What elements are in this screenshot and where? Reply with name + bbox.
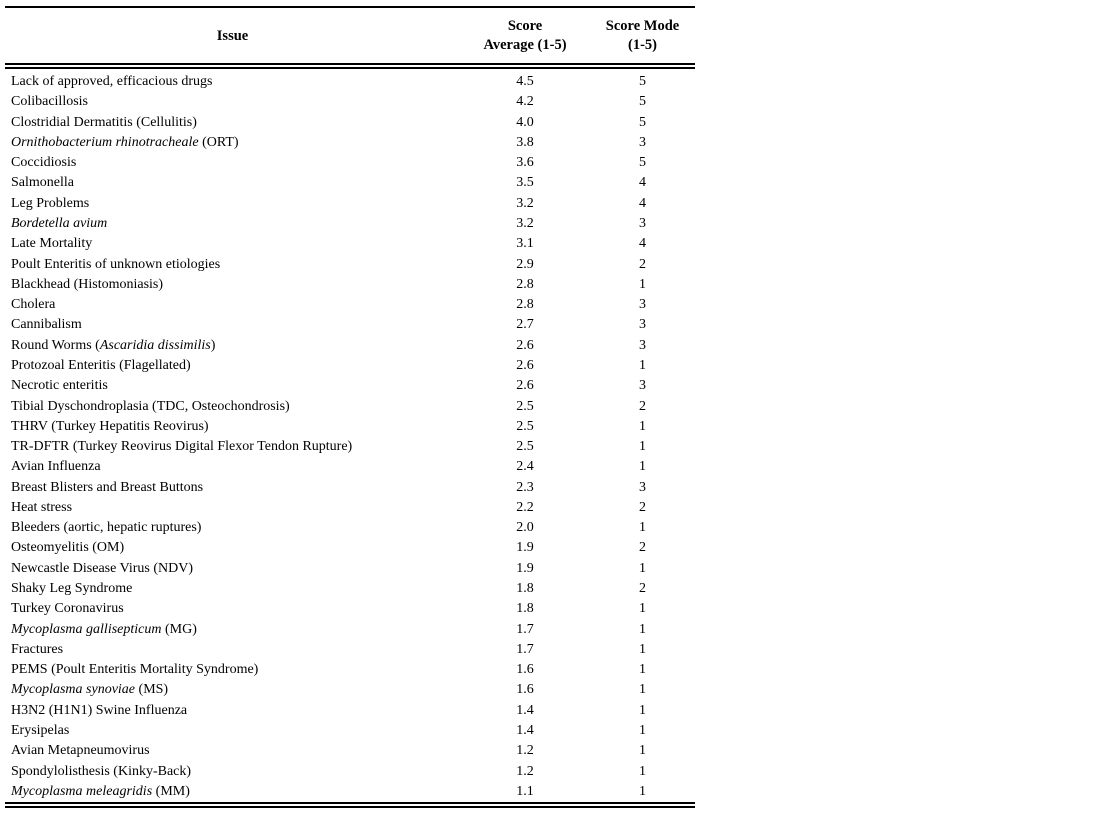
- score-average-cell: 4.0: [516, 114, 534, 130]
- issue-text-pre: Heat stress: [11, 499, 73, 515]
- issue-text-pre: Lack of approved, efficacious drugs: [11, 74, 213, 89]
- score-mode-cell: 1: [639, 520, 646, 536]
- score-mode-cell: 1: [639, 418, 646, 434]
- issue-text-pre: Fractures: [11, 641, 64, 657]
- score-average-header-line1: Score: [507, 18, 543, 34]
- score-average-cell: 3.8: [516, 134, 534, 150]
- issue-text-pre: Cannibalism: [11, 317, 82, 333]
- score-average-cell: 2.6: [516, 337, 534, 353]
- issue-text-italic: Mycoplasma meleagridis: [11, 783, 153, 799]
- table-row: [5, 113, 695, 133]
- score-average-cell: 2.0: [516, 520, 534, 536]
- score-mode-header-line2: (1-5): [628, 37, 657, 53]
- issue-cell: [5, 356, 460, 376]
- score-average-cell: 2.5: [516, 418, 534, 434]
- table-row: [5, 356, 695, 376]
- table-row: [5, 478, 695, 498]
- issue-text-italic: Bordetella avium: [11, 215, 108, 231]
- score-mode-cell: 2: [639, 499, 646, 515]
- score-mode-cell: 3: [639, 317, 646, 333]
- table-row: [5, 559, 695, 579]
- table-row: [5, 194, 695, 214]
- issue-text-pre: TR-DFTR (Turkey Reovirus Digital Flexor Tendon Rupture): [11, 439, 353, 455]
- score-average-cell: 2.5: [516, 398, 534, 414]
- issue-cell: [5, 376, 460, 396]
- table-row: [5, 721, 695, 741]
- table-row: [5, 376, 695, 396]
- table-row: [5, 538, 695, 558]
- issue-text-pre: Salmonella: [11, 175, 74, 191]
- table-row: [5, 133, 695, 153]
- table-row: [5, 741, 695, 761]
- issue-text-pre: Leg Problems: [11, 195, 90, 211]
- issue-text-post: (MM): [152, 783, 190, 799]
- score-average-cell: 1.7: [516, 641, 534, 657]
- table-row: [5, 498, 695, 518]
- issue-text-pre: Erysipelas: [11, 723, 70, 738]
- score-mode-cell: 4: [639, 195, 646, 211]
- issue-cell: [5, 741, 460, 761]
- score-average-cell: 1.4: [516, 723, 534, 738]
- score-average-cell: 1.6: [516, 682, 534, 698]
- score-mode-cell: 1: [639, 357, 646, 373]
- issue-text-pre: Colibacillosis: [11, 94, 88, 110]
- table-row: [5, 640, 695, 660]
- score-mode-cell: 5: [639, 114, 646, 130]
- issue-text-pre: Bleeders (aortic, hepatic ruptures): [11, 520, 202, 536]
- issue-text-pre: Poult Enteritis of unknown etiologies: [11, 256, 221, 272]
- table-body: [5, 66, 695, 805]
- header-row: [5, 7, 695, 66]
- score-mode-cell: 1: [639, 783, 646, 799]
- table-header: [5, 7, 695, 66]
- issue-text-post: (MS): [135, 682, 169, 698]
- score-mode-cell: 1: [639, 560, 646, 576]
- issue-text-pre: Necrotic enteritis: [11, 378, 108, 394]
- score-average-cell: 2.3: [516, 479, 534, 495]
- issue-text-pre: Late Mortality: [11, 236, 93, 252]
- issue-text-italic: Ascaridia dissimilis: [99, 337, 211, 353]
- issue-text-pre: Protozoal Enteritis (Flagellated): [11, 357, 191, 373]
- table-row: [5, 437, 695, 457]
- issue-text-post: (ORT): [198, 134, 239, 150]
- issue-text-italic: Ornithobacterium rhinotracheale: [11, 134, 199, 150]
- issue-text-pre: PEMS (Poult Enteritis Mortality Syndrome): [11, 662, 259, 678]
- table-row: [5, 620, 695, 640]
- issue-cell: [5, 782, 460, 805]
- score-average-cell: 1.2: [516, 763, 534, 779]
- score-average-cell: 1.6: [516, 662, 534, 678]
- issue-cell: [5, 173, 460, 193]
- score-mode-cell: 2: [639, 398, 646, 414]
- table-row: [5, 518, 695, 538]
- issue-cell: [5, 113, 460, 133]
- issue-cell: [5, 640, 460, 660]
- score-average-cell: 2.7: [516, 317, 534, 333]
- score-average-cell: 2.9: [516, 256, 534, 272]
- score-average-header-line2: Average (1-5): [483, 37, 567, 53]
- issue-text-pre: Turkey Coronavirus: [11, 601, 124, 617]
- score-mode-cell: 2: [639, 256, 646, 272]
- score-average-cell: 2.6: [516, 357, 534, 373]
- issue-cell: [5, 518, 460, 538]
- issue-cell: [5, 762, 460, 782]
- issue-text-pre: THRV (Turkey Hepatitis Reovirus): [11, 418, 209, 434]
- score-average-cell: 1.8: [516, 601, 534, 617]
- issue-text-pre: Osteomyelitis (OM): [11, 540, 125, 556]
- table-row: [5, 153, 695, 173]
- issue-text-pre: Tibial Dyschondroplasia (TDC, Osteochondrosis): [11, 398, 290, 414]
- issue-cell: [5, 559, 460, 579]
- issue-text-italic: Mycoplasma synoviae: [11, 682, 136, 698]
- score-mode-cell: 3: [639, 215, 646, 231]
- issue-text-pre: H3N2 (H1N1) Swine Influenza: [11, 702, 188, 718]
- issue-text-italic: Mycoplasma gallisepticum: [11, 621, 162, 637]
- score-mode-cell: 3: [639, 297, 646, 313]
- issue-cell: [5, 701, 460, 721]
- issue-text-pre: Breast Blisters and Breast Buttons: [11, 479, 204, 495]
- score-average-cell: 3.2: [516, 215, 534, 231]
- issue-cell: [5, 397, 460, 417]
- issue-cell: [5, 599, 460, 619]
- score-average-cell: 1.7: [516, 621, 534, 637]
- issue-cell: [5, 579, 460, 599]
- score-mode-cell: 5: [639, 74, 646, 89]
- issue-text-pre: Shaky Leg Syndrome: [11, 581, 133, 597]
- score-mode-cell: 2: [639, 540, 646, 556]
- issue-cell: [5, 437, 460, 457]
- issue-cell: [5, 336, 460, 356]
- table-row: [5, 275, 695, 295]
- issue-cell: [5, 133, 460, 153]
- score-average-cell: 3.5: [516, 175, 534, 191]
- table-row: [5, 660, 695, 680]
- score-average-cell: 2.8: [516, 297, 534, 313]
- issue-cell: [5, 275, 460, 295]
- score-average-cell: 1.9: [516, 540, 534, 556]
- table-row: [5, 214, 695, 234]
- score-average-cell: 1.4: [516, 702, 534, 718]
- score-average-cell: 2.5: [516, 439, 534, 455]
- score-average-cell: 2.4: [516, 459, 534, 475]
- issue-cell: [5, 92, 460, 112]
- score-average-cell: 2.2: [516, 499, 534, 515]
- score-average-cell: 1.2: [516, 743, 534, 759]
- score-mode-cell: 5: [639, 155, 646, 171]
- score-average-cell: 3.1: [516, 236, 534, 252]
- issue-text-post: (MG): [161, 621, 197, 637]
- table-row: [5, 599, 695, 619]
- issue-text-pre: Avian Metapneumovirus: [11, 743, 150, 759]
- issue-score-table-container: [5, 6, 695, 808]
- issue-cell: [5, 214, 460, 234]
- score-average-cell: 1.8: [516, 581, 534, 597]
- table-row: [5, 234, 695, 254]
- issue-cell: [5, 66, 460, 92]
- issue-cell: [5, 721, 460, 741]
- issue-cell: [5, 194, 460, 214]
- issue-text-pre: Clostridial Dermatitis (Cellulitis): [11, 114, 197, 130]
- issue-cell: [5, 315, 460, 335]
- issue-score-table: [5, 6, 695, 808]
- table-row: [5, 92, 695, 112]
- issue-text-post: ): [210, 337, 216, 353]
- table-row: [5, 295, 695, 315]
- score-average-cell: 1.9: [516, 560, 534, 576]
- issue-cell: [5, 620, 460, 640]
- table-row: [5, 579, 695, 599]
- table-row: [5, 336, 695, 356]
- issue-cell: [5, 457, 460, 477]
- issue-text-pre: Blackhead (Histomoniasis): [11, 276, 164, 292]
- table-row: [5, 457, 695, 477]
- score-mode-cell: 1: [639, 702, 646, 718]
- issue-cell: [5, 234, 460, 254]
- score-mode-column-header: [590, 7, 695, 66]
- issue-text-pre: Round Worms (: [11, 337, 100, 353]
- score-mode-cell: 1: [639, 439, 646, 455]
- issue-cell: [5, 538, 460, 558]
- score-mode-cell: 1: [639, 621, 646, 637]
- score-mode-cell: 3: [639, 134, 646, 150]
- table-row: [5, 66, 695, 92]
- score-mode-cell: 4: [639, 175, 646, 191]
- score-mode-cell: 3: [639, 378, 646, 394]
- table-row: [5, 397, 695, 417]
- score-mode-cell: 5: [639, 94, 646, 110]
- score-average-cell: 1.1: [516, 783, 534, 799]
- issue-cell: [5, 680, 460, 700]
- score-average-cell: 4.2: [516, 94, 534, 110]
- table-row: [5, 782, 695, 805]
- issue-text-pre: Spondylolisthesis (Kinky-Back): [11, 763, 192, 779]
- issue-text-pre: Newcastle Disease Virus (NDV): [11, 560, 194, 576]
- score-average-cell: 3.6: [516, 155, 534, 171]
- score-average-cell: 2.6: [516, 378, 534, 394]
- score-average-column-header: [460, 7, 590, 66]
- score-mode-cell: 1: [639, 601, 646, 617]
- score-mode-cell: 3: [639, 337, 646, 353]
- table-row: [5, 701, 695, 721]
- issue-cell: [5, 417, 460, 437]
- score-average-cell: 3.2: [516, 195, 534, 211]
- score-mode-cell: 1: [639, 743, 646, 759]
- issue-header-label: Issue: [216, 27, 249, 44]
- score-mode-cell: 1: [639, 276, 646, 292]
- issue-cell: [5, 498, 460, 518]
- score-mode-cell: 3: [639, 479, 646, 495]
- score-mode-cell: 1: [639, 662, 646, 678]
- table-row: [5, 417, 695, 437]
- table-row: [5, 680, 695, 700]
- score-mode-cell: 1: [639, 459, 646, 475]
- score-average-cell: 2.8: [516, 276, 534, 292]
- score-mode-cell: 1: [639, 723, 646, 738]
- issue-column-header: [5, 7, 460, 66]
- score-mode-cell: 1: [639, 641, 646, 657]
- issue-text-pre: Coccidiosis: [11, 155, 77, 171]
- issue-cell: [5, 478, 460, 498]
- issue-text-pre: Avian Influenza: [11, 459, 101, 475]
- score-average-cell: 4.5: [516, 74, 534, 89]
- table-row: [5, 173, 695, 193]
- score-mode-header-line1: Score Mode: [605, 18, 680, 34]
- table-row: [5, 315, 695, 335]
- issue-cell: [5, 153, 460, 173]
- score-mode-cell: 1: [639, 682, 646, 698]
- issue-text-pre: Cholera: [11, 297, 56, 313]
- issue-cell: [5, 660, 460, 680]
- issue-cell: [5, 255, 460, 275]
- score-mode-cell: 1: [639, 763, 646, 779]
- score-mode-cell: 2: [639, 581, 646, 597]
- issue-cell: [5, 295, 460, 315]
- score-mode-cell: 4: [639, 236, 646, 252]
- table-row: [5, 762, 695, 782]
- table-row: [5, 255, 695, 275]
